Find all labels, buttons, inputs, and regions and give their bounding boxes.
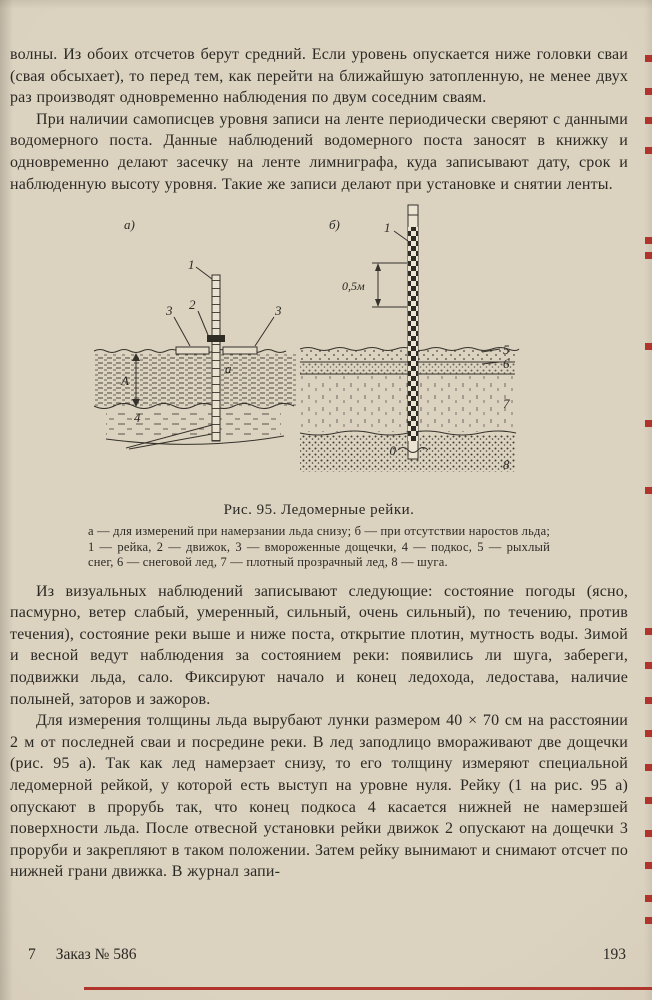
dimension-label: 0,5м	[342, 279, 365, 294]
dim-arrow-up	[375, 263, 381, 271]
scan-registration-marks	[645, 55, 652, 62]
callout-2: 2	[189, 297, 196, 313]
zero-mark-label: 0	[389, 443, 396, 459]
body-paragraph: Из визуальных наблюдений записывают следующие: состояние погоды (ясно, пасмурно, ветер слабый, умеренный, сильный, очень сильный), по течению, против течения), состояние реки выше и ниже поста, открытие плотин, мутность воды. Зимой и весной ведут наблюдения за состоянием реки: появились ли шуга, забереги, подвижки льда, сало. Фиксируют начало и конец ледохода, ледостава, наличие полыней, заторов и зажоров.	[10, 582, 628, 708]
body-paragraph: волны. Из обоих отсчетов берут средний. Если уровень опускается ниже головки сваи (свая обсыхает), то перед тем, как перейти на ближайшую затопленную, не менее двух раз производят одновременно наблюдения по двум соседним сваям.	[10, 46, 628, 107]
figure-caption-body: а — для измерений при намерзании льда снизу; б — при отсутствии наростов льда; 1 — рейка, 2 — движок, 3 — вмороженные дощечки, 4 — подкос, 5 — рыхлый снег, 6 — снеговой лед, 7 — плотный прозрачный лед, 8 — шуга.	[88, 524, 550, 570]
slider	[207, 335, 225, 342]
callout-1: 1	[188, 257, 195, 273]
diagram-a	[94, 217, 296, 449]
frozen-board-right	[223, 347, 257, 354]
callout-5: 5	[503, 342, 510, 358]
page-number: 193	[602, 946, 626, 963]
callout-3-left: 3	[166, 303, 173, 319]
figure-95-illustration	[26, 201, 646, 493]
callout-4: 4	[134, 410, 141, 426]
page-footer	[28, 946, 626, 964]
body-paragraph: Для измерения толщины льда вырубают лунки размером 40 × 70 см на расстоянии 2 м от последней сваи и посредине реки. В лед заподлицо вмораживают две дощечки (рис. 95 а). Так как лед намерзает снизу, то его толщину измеряют специальной ледомерной рейкой, у которой есть выступ на уровне нуля. Рейку (1 на рис. 95 а) опускают в прорубь так, что конец подкоса 4 касается нижней не намерзшей поверхности льда. После отвесной установки рейки движок 2 опускают на дощечки 3 проруби и закрепляют в таком положении. Затем рейку вынимают и снимают отсчет по нижней грани движка. В журнал запи-	[10, 712, 628, 881]
callout-1b: 1	[384, 220, 391, 236]
staff-gauge-a	[212, 275, 220, 441]
figure-95	[26, 201, 628, 498]
checker-scale	[408, 227, 418, 441]
dim-arrow-down	[375, 299, 381, 307]
footer-order-no: 7	[28, 946, 36, 963]
scan-bottom-line	[84, 987, 652, 990]
footer-order-label: Заказ № 586	[55, 946, 137, 963]
callout-8: 8	[503, 457, 510, 473]
frozen-board-left	[176, 347, 209, 354]
body-paragraph: При наличии самописцев уровня записи на ленте периодически сверяют с данными водомерного поста. Данные наблюдений водомерного поста заносят в книжку и одновременно делают засечку на ленте лимниграфа, куда записывают дату, срок и наблюденную высоту уровня. Такие же записи делают при установке и снятии ленты.	[10, 110, 628, 193]
figure-caption-title: Рис. 95. Ледомерные рейки.	[223, 502, 415, 519]
callout-6: 6	[503, 356, 510, 372]
callout-A: А	[121, 373, 129, 389]
panel-a-label: а)	[124, 217, 135, 233]
callout-3-right: 3	[275, 303, 282, 319]
underwater-hatch	[106, 413, 281, 437]
diagram-b	[300, 205, 519, 472]
panel-b-label: б)	[329, 217, 340, 233]
callout-a: а	[225, 361, 232, 377]
callout-7: 7	[503, 396, 510, 412]
